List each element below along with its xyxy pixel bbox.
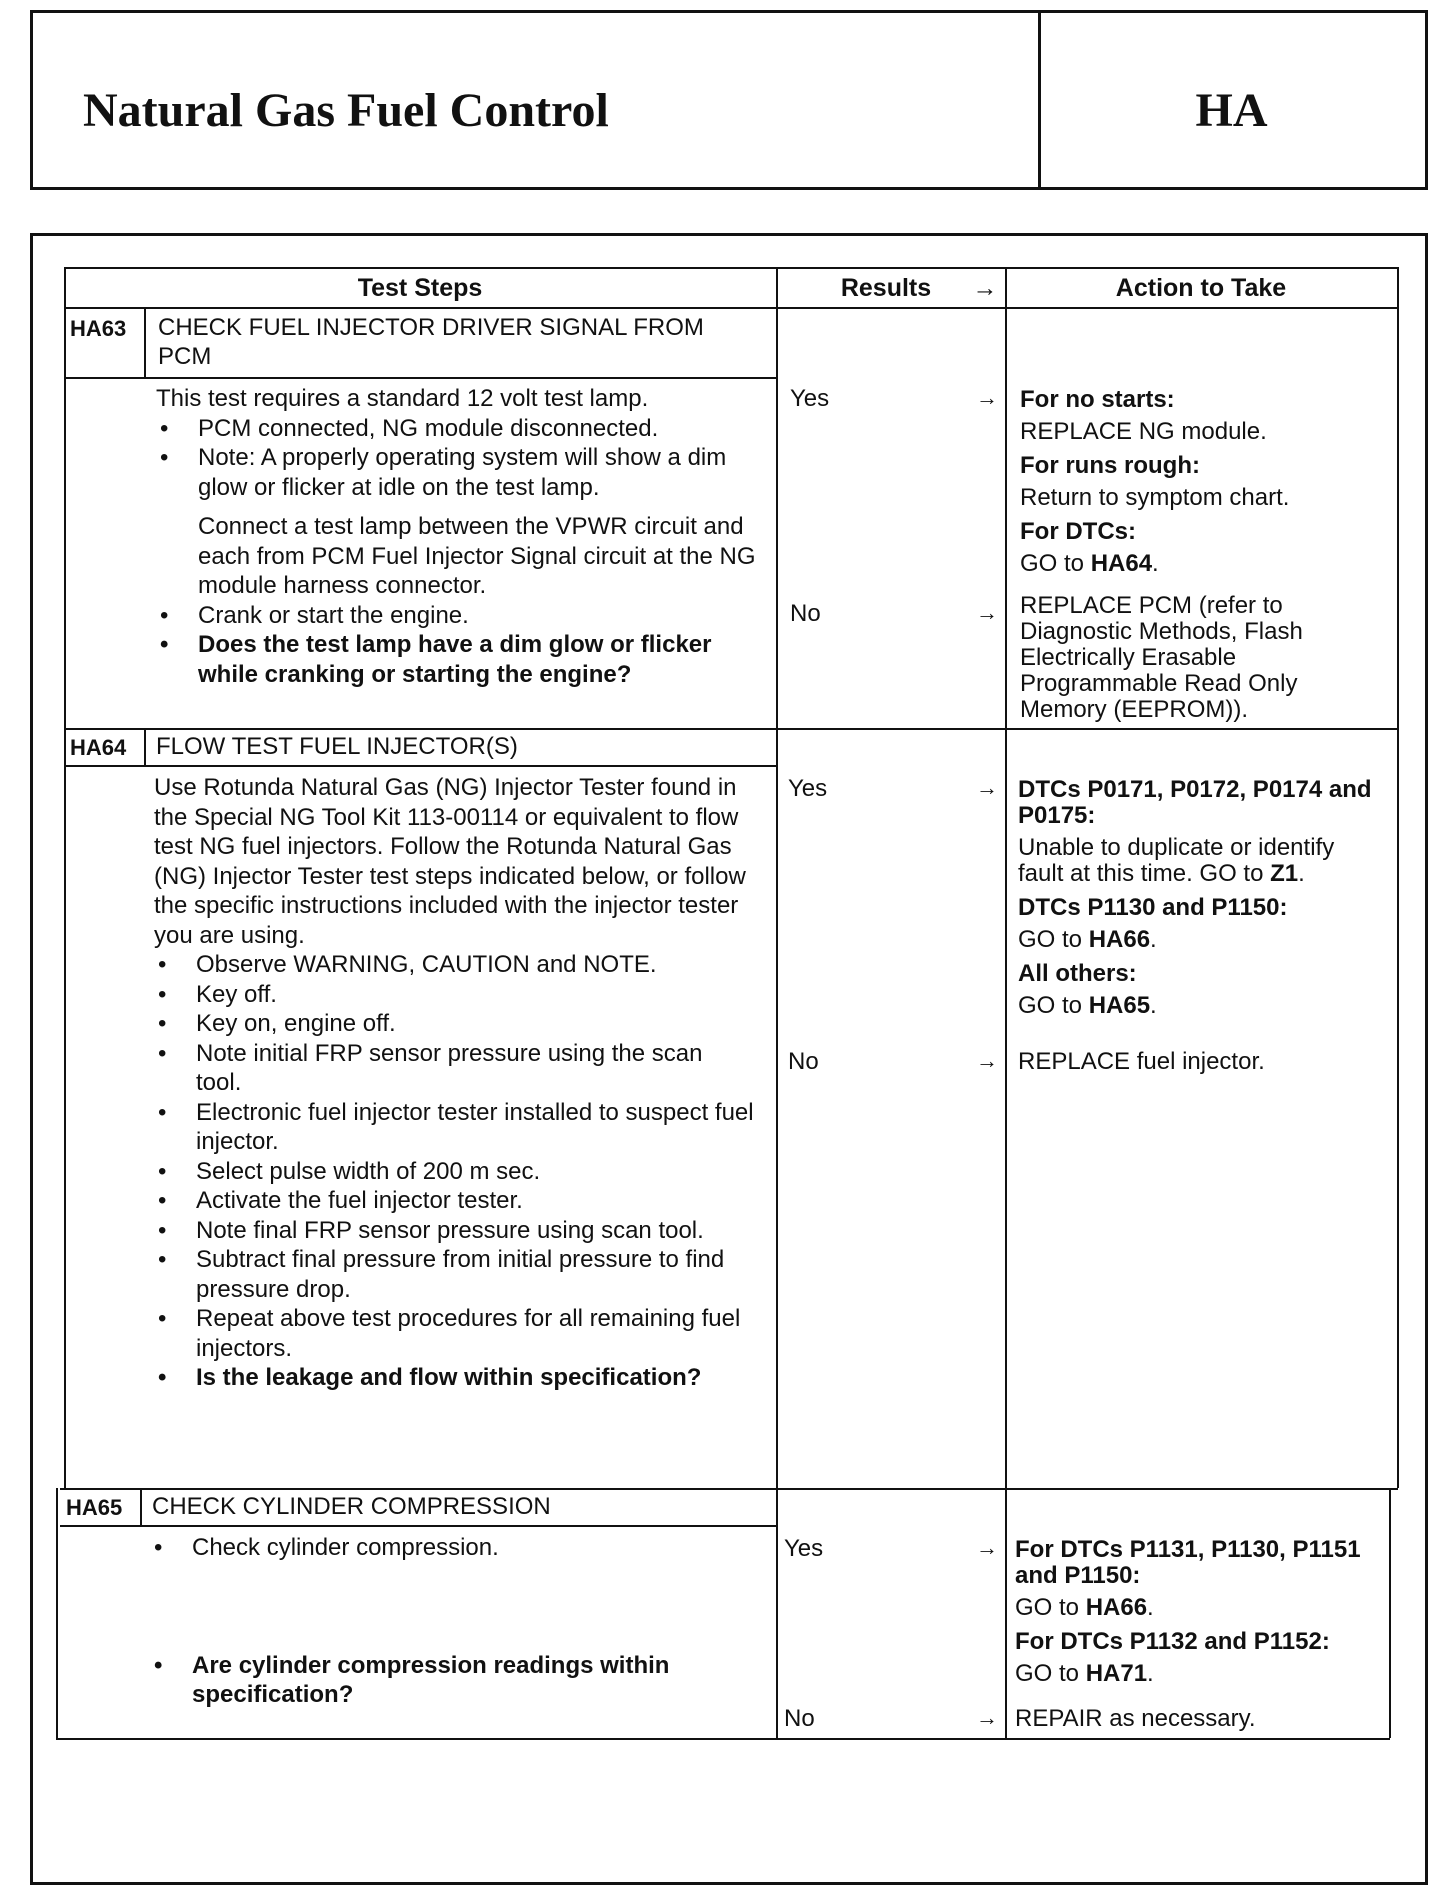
procedure-list <box>154 950 754 1393</box>
action-text-part: . <box>1150 926 1157 953</box>
arrow-icon: → <box>976 1048 998 1073</box>
list-item: • Electronic fuel injector tester installed to suspect fuel injector. <box>154 1098 754 1157</box>
ha64-title-border <box>64 765 776 767</box>
step-title-ha63 <box>158 313 768 371</box>
list-item: • Activate the fuel injector tester. <box>154 1186 754 1216</box>
arrow-icon: → <box>976 775 998 800</box>
action-text-part: . <box>1150 992 1157 1019</box>
table-bottom-border <box>56 1738 1390 1740</box>
action-heading: For DTCs: <box>1020 518 1136 545</box>
list-item: • Check cylinder compression. <box>150 1533 750 1563</box>
action-yes-ha65 <box>1015 1537 1375 1687</box>
ha65-id-divider <box>140 1488 142 1525</box>
action-text <box>1018 927 1378 953</box>
step-reference: HA66 <box>1085 1594 1148 1621</box>
arrow-icon: → <box>976 1535 998 1560</box>
action-no-ha63: REPLACE PCM (refer to Diagnostic Methods, Flash Electrically Erasable Programmable Read Only Memory (EEPROM)). <box>1020 592 1303 723</box>
result-no-ha65: No <box>784 1705 815 1732</box>
action-no-ha64: REPLACE fuel injector. <box>1018 1048 1265 1075</box>
action-heading: For DTCs P1132 and P1152: <box>1015 1628 1330 1655</box>
list-item: • Repeat above test procedures for all remaining fuel injectors. <box>154 1304 754 1363</box>
procedure-paragraph: Connect a test lamp between the VPWR circuit and each from PCM Fuel Injector Signal circuit at the NG module harness connector. <box>198 513 756 599</box>
page-header <box>30 10 1428 190</box>
ha64-id-divider <box>144 728 146 765</box>
step-title-ha64: FLOW TEST FUEL INJECTOR(S) <box>156 733 518 760</box>
step-title-line: PCM <box>158 343 212 370</box>
action-text <box>1018 835 1378 887</box>
action-text: REPLACE NG module. <box>1020 418 1267 445</box>
step-title-line: CHECK FUEL INJECTOR DRIVER SIGNAL FROM <box>158 314 704 341</box>
table-left-border <box>64 267 66 1488</box>
ha63-title-border <box>64 377 776 379</box>
step-reference: Z1 <box>1270 860 1299 887</box>
col-header-action: Action to Take <box>1115 274 1287 302</box>
table-right-border <box>1397 267 1399 1488</box>
procedure-question: • Is the leakage and flow within specification? <box>154 1363 754 1393</box>
result-yes-ha65: Yes <box>784 1535 824 1562</box>
result-no-ha64: No <box>788 1048 819 1075</box>
arrow-icon: → <box>976 1705 998 1730</box>
ha65-title-border <box>60 1525 776 1527</box>
ha63-bottom-border <box>64 728 1398 730</box>
steps-results-divider <box>776 267 778 1738</box>
action-text-part: GO to <box>1015 1660 1086 1687</box>
action-text-part: GO to <box>1018 992 1089 1019</box>
action-heading: For no starts: <box>1020 386 1175 413</box>
list-item: • Note final FRP sensor pressure using scan tool. <box>154 1216 754 1246</box>
list-item: • Key off. <box>154 980 754 1010</box>
arrow-icon: → <box>976 600 998 625</box>
action-text-part: Unable to duplicate or identify fault at this time. GO to <box>1018 834 1335 887</box>
action-text-part: . <box>1147 1660 1154 1687</box>
list-item: • PCM connected, NG module disconnected. <box>156 414 756 444</box>
list-item: • Note initial FRP sensor pressure using the scan tool. <box>154 1039 754 1098</box>
step-procedure-ha65 <box>150 1533 750 1710</box>
step-id-ha65: HA65 <box>66 1495 123 1520</box>
results-action-divider <box>1005 267 1007 1738</box>
step-id-ha64: HA64 <box>70 735 127 760</box>
result-yes-ha63: Yes <box>790 385 830 412</box>
action-no-ha65: REPAIR as necessary. <box>1015 1705 1256 1732</box>
section-code: HA <box>1195 84 1268 137</box>
step-procedure-ha63 <box>156 384 756 689</box>
ha64-bottom-border <box>60 1488 1398 1490</box>
action-text-part: GO to <box>1020 550 1091 577</box>
page-title: Natural Gas Fuel Control <box>83 84 609 137</box>
action-yes-ha64 <box>1018 777 1378 1019</box>
action-heading: DTCs P1130 and P1150: <box>1018 894 1288 921</box>
action-text: Return to symptom chart. <box>1020 484 1290 511</box>
header-row-border <box>64 307 1398 309</box>
step-reference: HA71 <box>1085 1660 1148 1687</box>
procedure-intro: This test requires a standard 12 volt test lamp. <box>156 385 649 412</box>
col-header-test-steps: Test Steps <box>357 274 483 302</box>
col-header-results: Results <box>840 274 932 302</box>
action-text <box>1018 993 1378 1019</box>
table-left-border-lower <box>56 1488 58 1738</box>
procedure-list <box>156 414 756 503</box>
result-no-ha63: No <box>790 600 821 627</box>
arrow-icon: → <box>976 385 998 410</box>
step-reference: HA64 <box>1090 550 1153 577</box>
step-id-ha63: HA63 <box>70 316 127 341</box>
action-text-part: GO to <box>1018 926 1089 953</box>
procedure-list <box>150 1533 750 1710</box>
col-header-arrow: → <box>972 274 998 302</box>
list-item: • Subtract final pressure from initial pressure to find pressure drop. <box>154 1245 754 1304</box>
action-text-part: . <box>1147 1594 1154 1621</box>
action-text <box>1020 551 1365 577</box>
procedure-question: • Are cylinder compression readings within specification? <box>150 1651 750 1710</box>
ha63-id-divider <box>144 307 146 377</box>
step-reference: HA66 <box>1088 926 1151 953</box>
list-item: • Select pulse width of 200 m sec. <box>154 1157 754 1187</box>
action-text-part: . <box>1152 550 1159 577</box>
action-heading: For runs rough: <box>1020 452 1200 479</box>
table-right-border-lower <box>1389 1488 1391 1738</box>
action-text-part: GO to <box>1015 1594 1086 1621</box>
action-text-part: . <box>1298 860 1305 887</box>
step-procedure-ha64 <box>154 773 754 1393</box>
action-text <box>1015 1661 1375 1687</box>
list-item: • Observe WARNING, CAUTION and NOTE. <box>154 950 754 980</box>
action-text <box>1015 1595 1375 1621</box>
procedure-intro: Use Rotunda Natural Gas (NG) Injector Tester found in the Special NG Tool Kit 113-00114 or equivalent to flow test NG fuel injectors. Follow the Rotunda Natural Gas (NG) Injector Tester test steps indicated below, or follow the specific instructions included with the injector tester you are using. <box>154 774 746 949</box>
action-heading: DTCs P0171, P0172, P0174 and P0175: <box>1018 776 1372 829</box>
procedure-question: • Does the test lamp have a dim glow or flicker while cranking or starting the engine? <box>156 630 756 689</box>
list-item: • Note: A properly operating system will show a dim glow or flicker at idle on the test lamp. <box>156 443 756 502</box>
list-item: • Key on, engine off. <box>154 1009 754 1039</box>
list-item: • Crank or start the engine. <box>156 601 756 631</box>
action-heading: For DTCs P1131, P1130, P1151 and P1150: <box>1015 1536 1361 1589</box>
table-top-border <box>64 267 1398 269</box>
step-reference: HA65 <box>1088 992 1151 1019</box>
result-yes-ha64: Yes <box>788 775 828 802</box>
procedure-list <box>156 601 756 690</box>
action-heading: All others: <box>1018 960 1137 987</box>
action-yes-ha63 <box>1020 387 1365 577</box>
step-title-ha65: CHECK CYLINDER COMPRESSION <box>152 1493 551 1520</box>
